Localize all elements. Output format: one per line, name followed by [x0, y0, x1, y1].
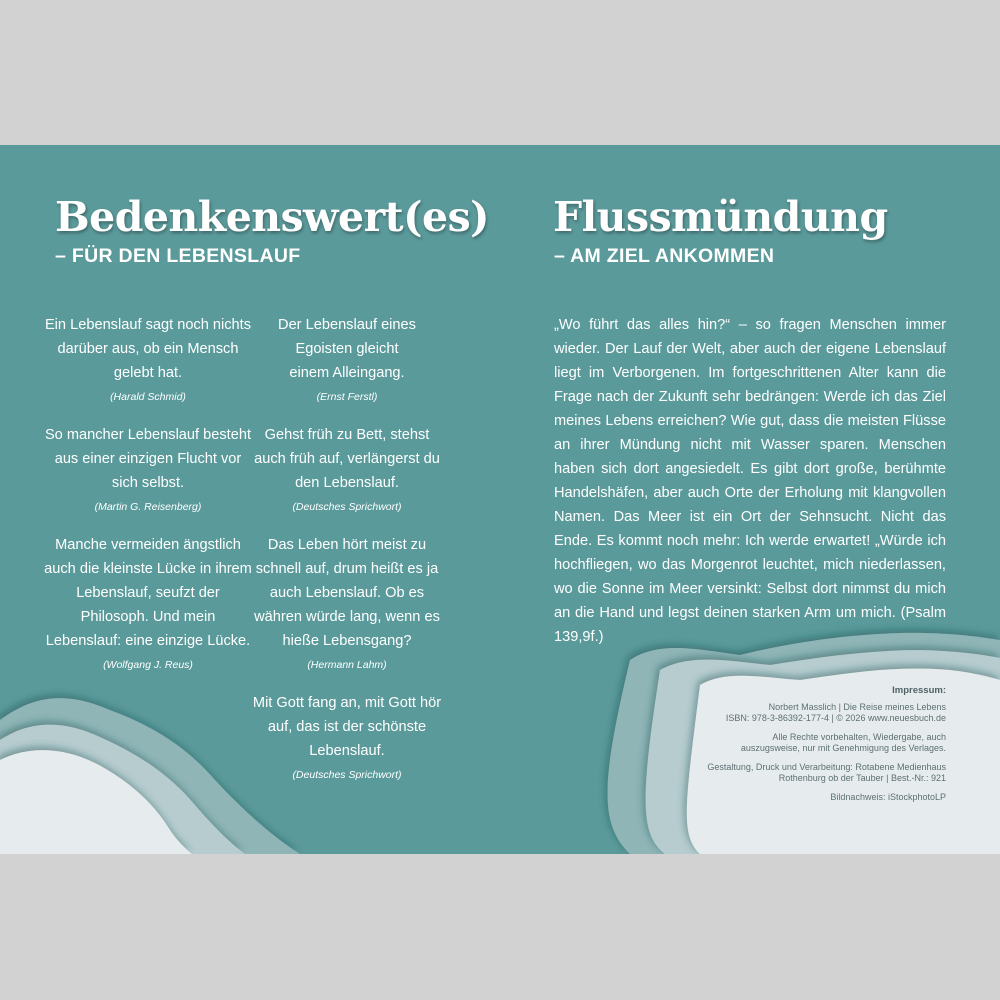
impressum-heading: Impressum:	[892, 685, 946, 696]
left-page-subtitle: – FÜR DEN LEBENSLAUF	[55, 245, 301, 267]
quotes-column-2	[247, 313, 447, 801]
impressum-production	[686, 762, 946, 785]
right-page-subtitle: – AM ZIEL ANKOMMEN	[554, 245, 775, 267]
impressum-book-info	[686, 702, 946, 725]
quote-text: Gehst früh zu Bett, stehst auch früh auf, verlängerst du den Lebenslauf.	[254, 427, 440, 491]
impressum-line: Gestaltung, Druck und Verarbeitung: Rotabene Medienhaus	[707, 761, 946, 772]
quote-item	[247, 313, 447, 407]
quote-item	[43, 423, 253, 517]
quote-text: Mit Gott fang an, mit Gott hör auf, das ist der schönste Lebenslauf.	[252, 695, 442, 759]
quote-author: (Deutsches Sprichwort)	[292, 769, 402, 781]
quote-text: So mancher Lebenslauf besteht aus einer einzigen Flucht vor sich selbst.	[44, 427, 252, 491]
impressum	[686, 685, 946, 810]
right-page-body: „Wo führt das alles hin?“ – so fragen Menschen immer wieder. Der Lauf der Welt, aber auch der eigene Lebenslauf liegt im Verborgenen. Im fortgeschrittenen Alter kann die Frage nach der Zukunft sehr bedrängen: Werde ich das Ziel meines Lebens erreichen? Wie gut, dass die meisten Flüsse an ihrer Mündung nicht mit Wasser sparen. Menschen haben sich dort angesiedelt. Es gibt dort große, berühmte Handelshäfen, aber auch Orte der Erholung mit klangvollen Namen. Das Meer ist ein Ort der Sehnsucht. Nicht das Ende. Es kommt noch mehr: Ich werde erwartet! „Würde ich hochfliegen, wo das Morgenrot leuchtet, mich niederlassen, wo die Sonne im Meer versinkt: Selbst dort nimmst du mich an die Hand und legst deinen starken Arm um mich. (Psalm 139,9f.)	[554, 317, 946, 645]
quotes-column-1	[43, 313, 253, 691]
impressum-line: auszugsweise, nur mit Genehmigung des Verlages.	[740, 743, 946, 753]
quote-text: Der Lebenslauf eines Egoisten gleicht einem Alleingang.	[278, 317, 416, 381]
impressum-line: Bildnachweis: iStockphotoLP	[830, 791, 946, 802]
impressum-rights	[686, 732, 946, 755]
impressum-credits	[686, 792, 946, 804]
quote-author: (Wolfgang J. Reus)	[103, 659, 193, 671]
quote-item	[247, 533, 447, 675]
book-spread	[0, 145, 1000, 854]
quote-author: (Deutsches Sprichwort)	[292, 501, 402, 513]
quote-author: (Hermann Lahm)	[307, 659, 387, 671]
quote-author: (Martin G. Reisenberg)	[94, 501, 202, 513]
quote-author: (Ernst Ferstl)	[316, 391, 378, 403]
quote-item	[247, 423, 447, 517]
impressum-line: ISBN: 978-3-86392-177-4 | © 2026 www.neuesbuch.de	[725, 713, 946, 723]
quote-item	[43, 313, 253, 407]
left-page-title: Bedenkenswert(es)	[55, 193, 490, 241]
quote-text: Das Leben hört meist zu schnell auf, drum heißt es ja auch Lebenslauf. Ob es währen würde lang, wenn es hieße Lebensgang?	[254, 537, 440, 649]
right-page-title: Flussmündung	[553, 193, 888, 241]
quote-text: Ein Lebenslauf sagt noch nichts darüber aus, ob ein Mensch gelebt hat.	[44, 317, 252, 381]
quote-text: Manche vermeiden ängstlich auch die kleinste Lücke in ihrem Lebenslauf, seufzt der Philosoph. Und mein Lebenslauf: eine einzige Lücke.	[44, 537, 252, 649]
quote-item	[43, 533, 253, 675]
quote-item	[247, 691, 447, 785]
impressum-line: Rothenburg ob der Tauber | Best.-Nr.: 921	[778, 773, 946, 783]
quote-author: (Harald Schmid)	[110, 391, 186, 403]
impressum-line: Norbert Masslich | Die Reise meines Lebens	[768, 701, 946, 712]
impressum-line: Alle Rechte vorbehalten, Wiedergabe, auch	[772, 731, 946, 742]
